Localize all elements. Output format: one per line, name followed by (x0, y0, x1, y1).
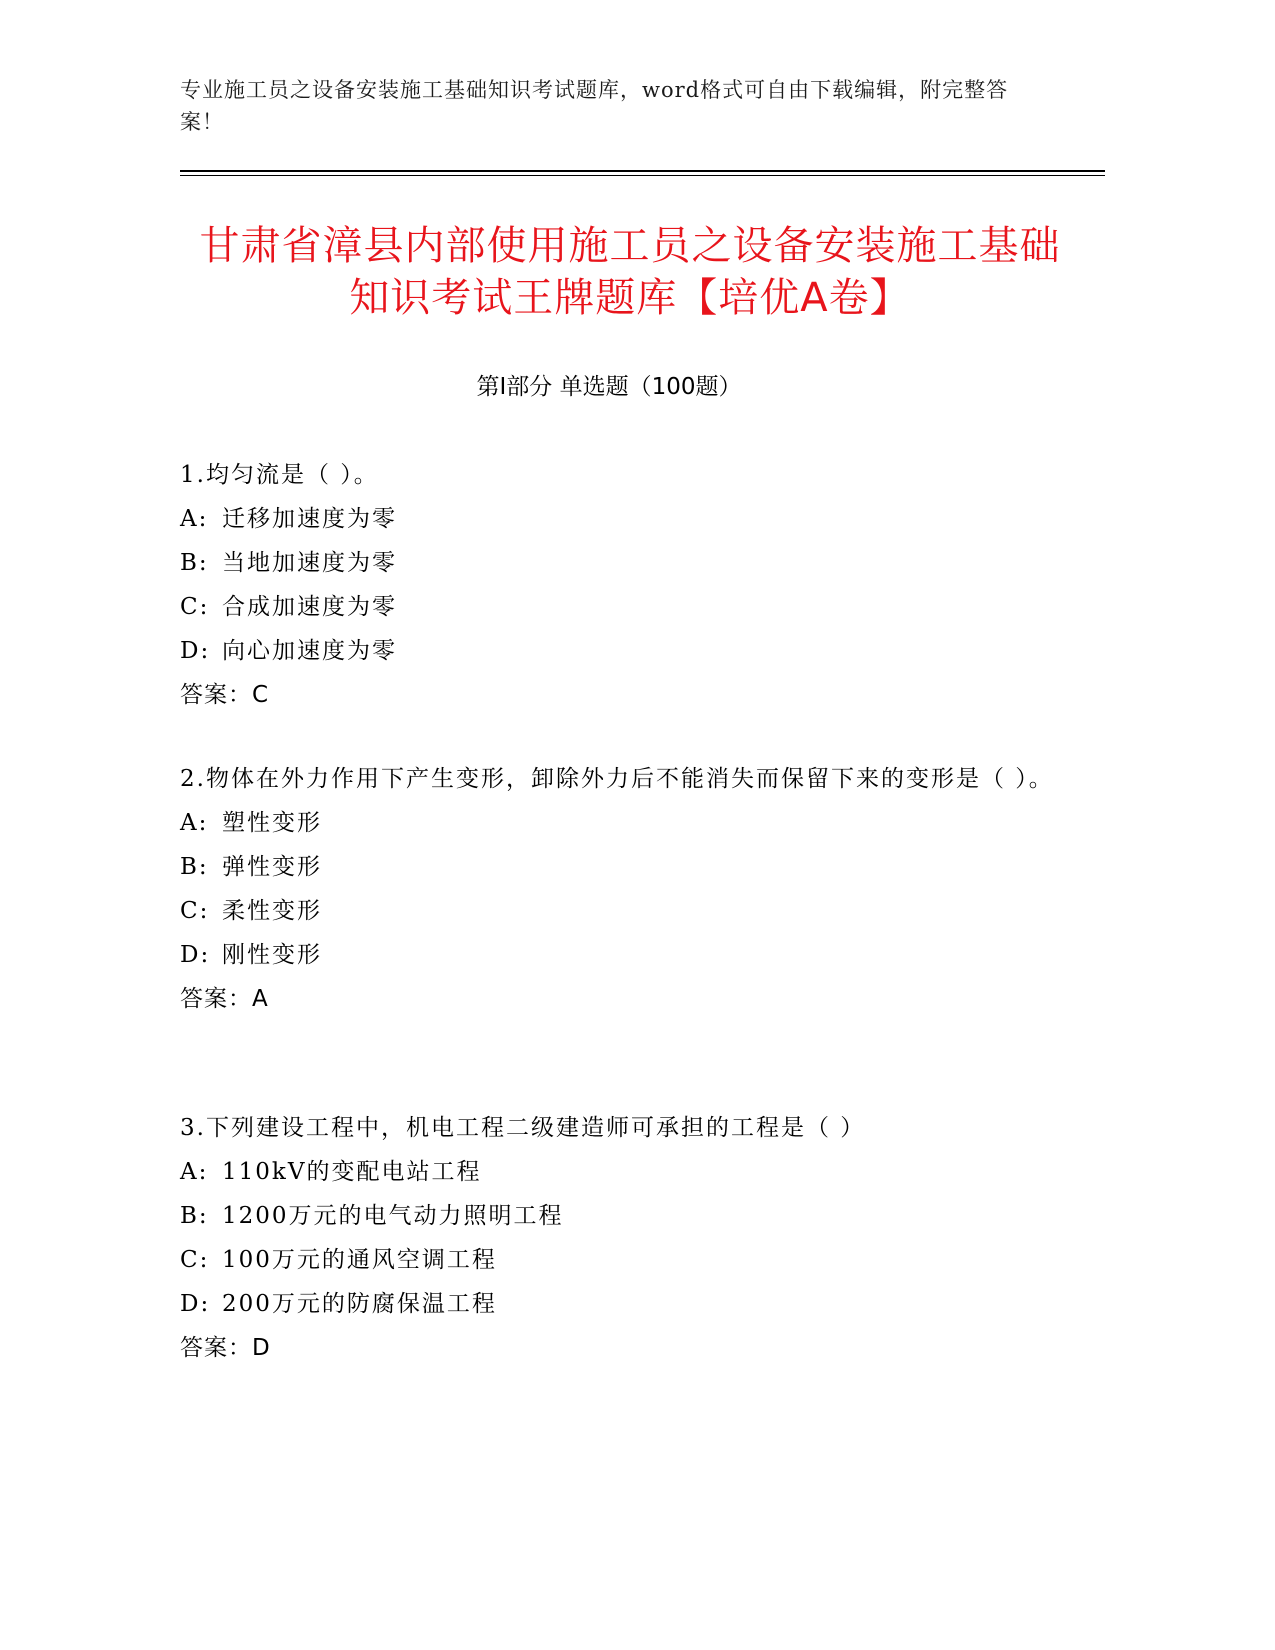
option-letter: C: (180, 898, 210, 924)
header-divider-thin (180, 175, 1105, 176)
question-1 (180, 453, 1060, 717)
question-3 (180, 1106, 1060, 1370)
option-b (180, 845, 1060, 889)
header-divider (180, 170, 1105, 172)
option-text: 向心加速度为零 (222, 638, 397, 664)
document-title: 甘肃省漳县内部使用施工员之设备安装施工基础知识考试王牌题库【培优A卷】 (199, 223, 1061, 321)
option-text: 刚性变形 (222, 942, 322, 968)
option-text: 200万元的防腐保温工程 (222, 1291, 497, 1317)
question-stem: 2.物体在外力作用下产生变形，卸除外力后不能消失而保留下来的变形是（ ）。 (180, 766, 1054, 792)
option-d (180, 629, 1060, 673)
option-a (180, 801, 1060, 845)
option-d (180, 933, 1060, 977)
option-text: 迁移加速度为零 (222, 506, 397, 532)
option-letter: A: (180, 1159, 209, 1185)
option-text: 100万元的通风空调工程 (222, 1247, 497, 1273)
option-text: 合成加速度为零 (222, 594, 397, 620)
option-text: 柔性变形 (222, 898, 322, 924)
option-b (180, 541, 1060, 585)
option-text: 110kV的变配电站工程 (222, 1159, 482, 1185)
option-letter: C: (180, 1247, 210, 1273)
option-letter: A: (180, 506, 209, 532)
option-d (180, 1282, 1060, 1326)
option-letter: B: (180, 854, 209, 880)
option-c (180, 889, 1060, 933)
question-2 (180, 757, 1060, 1021)
question-stem: 1.均匀流是（ ）。 (180, 462, 379, 488)
option-letter: D: (180, 1291, 211, 1317)
question-stem: 3.下列建设工程中，机电工程二级建造师可承担的工程是（ ） (180, 1115, 866, 1141)
option-letter: A: (180, 810, 209, 836)
section-heading: 第Ⅰ部分 单选题（100题） (476, 374, 742, 400)
option-text: 弹性变形 (222, 854, 322, 880)
option-a (180, 1150, 1060, 1194)
header-note: 专业施工员之设备安装施工基础知识考试题库，word格式可自由下载编辑，附完整答案！ (180, 78, 1009, 134)
option-letter: B: (180, 1203, 209, 1229)
answer: 答案：C (180, 682, 270, 708)
answer: 答案：A (180, 986, 269, 1012)
option-b (180, 1194, 1060, 1238)
option-letter: D: (180, 638, 211, 664)
option-letter: B: (180, 550, 209, 576)
option-text: 当地加速度为零 (222, 550, 397, 576)
option-c (180, 1238, 1060, 1282)
option-letter: C: (180, 594, 210, 620)
option-c (180, 585, 1060, 629)
answer: 答案：D (180, 1335, 271, 1361)
option-letter: D: (180, 942, 211, 968)
option-text: 1200万元的电气动力照明工程 (222, 1203, 564, 1229)
option-text: 塑性变形 (222, 810, 322, 836)
option-a (180, 497, 1060, 541)
